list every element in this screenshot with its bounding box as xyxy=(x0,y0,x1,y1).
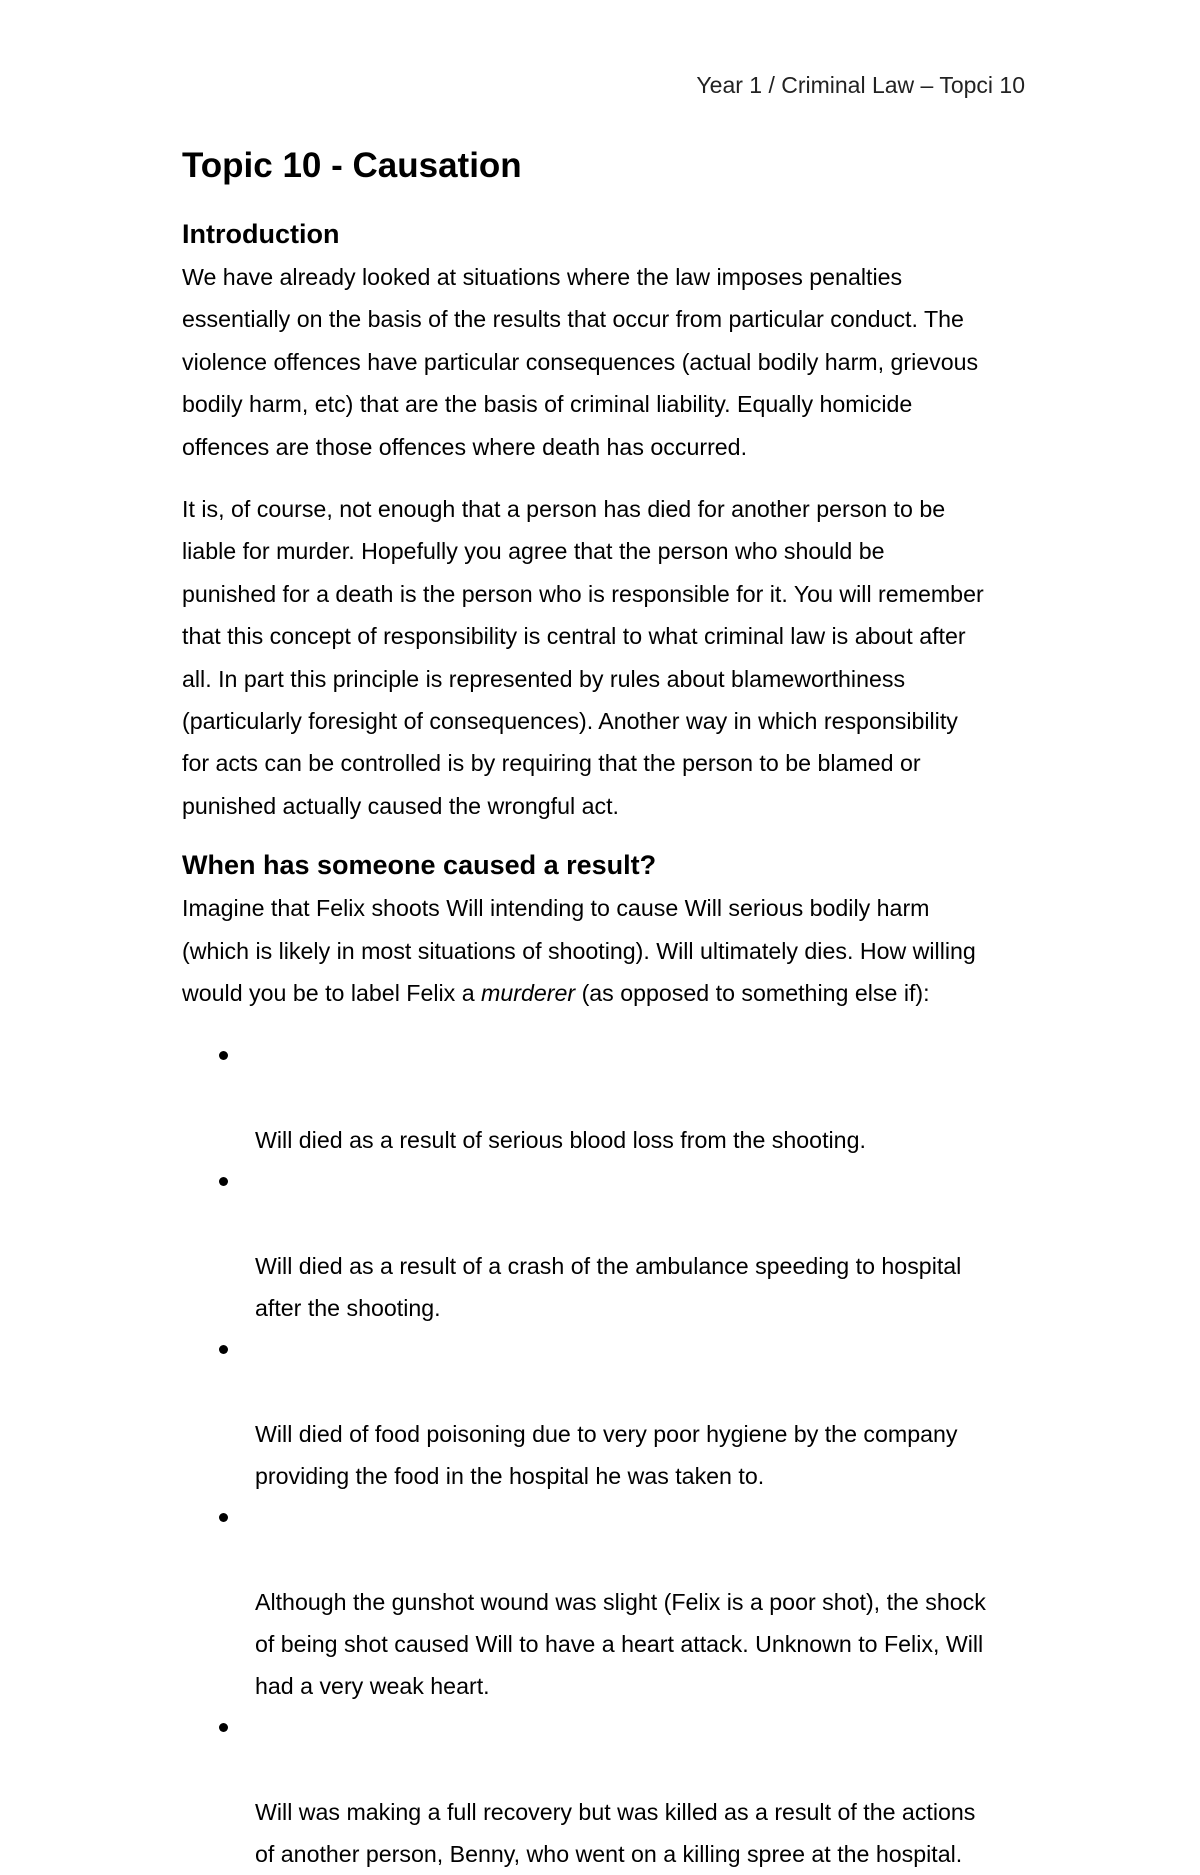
list-item xyxy=(182,1497,1027,1707)
bullet-icon xyxy=(219,1177,228,1186)
intro-paragraph-1: We have already looked at situations where the law imposes penalties essentially on the basis of the results that occur from particular conduct. The violence offences have particular consequences (actual bodily harm, grievous bodily harm, etc) that are the basis of criminal liability. Equally homicide offences are those offences where death has occurred. xyxy=(182,264,979,460)
bullet-icon xyxy=(219,1513,228,1522)
list-item-text: Will was making a full recovery but was killed as a result of the actions of another person, Benny, who went on a killing spree at the hospital. xyxy=(255,1798,976,1867)
list-item xyxy=(182,1707,1027,1875)
document-body xyxy=(182,140,1027,1875)
bullet-icon xyxy=(219,1051,228,1060)
causation-intro-text-end: (as opposed to something else if): xyxy=(575,980,930,1007)
list-item xyxy=(182,1329,1027,1497)
bullet-icon xyxy=(219,1345,228,1354)
list-item-text: Will died as a result of a crash of the ambulance speeding to hospital after the shooting. xyxy=(255,1252,962,1321)
section-heading-causation: When has someone caused a result? xyxy=(182,850,657,881)
page-title: Topic 10 - Causation xyxy=(182,146,522,185)
list-item xyxy=(182,1035,1027,1161)
running-header: Year 1 / Criminal Law – Topci 10 xyxy=(696,72,1025,98)
causation-intro-text: Imagine that Felix shoots Will intending to cause Will serious bodily harm (which is likely in most situations of shooting). Will ultimately dies. How willing would you be to label Felix a xyxy=(182,895,976,1007)
list-item-text: Will died of food poisoning due to very poor hygiene by the company providing the food in the hospital he was taken to. xyxy=(255,1420,958,1489)
list-item-text: Will died as a result of serious blood loss from the shooting. xyxy=(255,1126,866,1153)
section-heading-introduction: Introduction xyxy=(182,219,340,249)
bullet-icon xyxy=(219,1723,228,1732)
list-item xyxy=(182,1161,1027,1329)
causation-intro-paragraph xyxy=(182,887,1027,1014)
emphasis-murderer: murderer xyxy=(481,980,576,1007)
intro-paragraph-2: It is, of course, not enough that a person has died for another person to be liable for murder. Hopefully you agree that the person who should be punished for a death is the person who is responsible for it. You will remember that this concept of responsibility is central to what criminal law is about after all. In part this principle is represented by rules about blameworthiness (particularly foresight of consequences). Another way in which responsibility for acts can be controlled is by requiring that the person to be blamed or punished actually caused the wrongful act. xyxy=(182,496,984,819)
list-item-text: Although the gunshot wound was slight (Felix is a poor shot), the shock of being shot caused Will to have a heart attack. Unknown to Felix, Will had a very weak heart. xyxy=(255,1588,986,1699)
scenario-list xyxy=(182,1035,1027,1875)
